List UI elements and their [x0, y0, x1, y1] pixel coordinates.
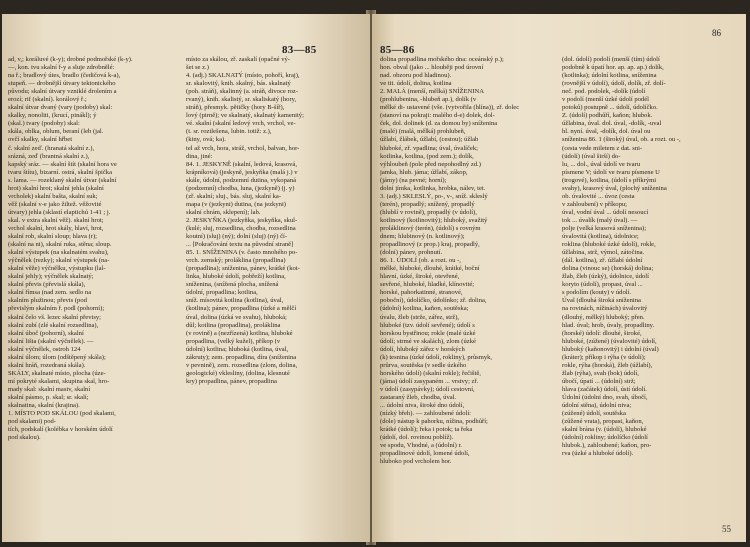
text-line: rva (úzké a hluboké údolí). — [562, 450, 634, 458]
text-line: kry) propadlina, pánev, propadlina — [186, 377, 277, 385]
text-line: ad, v,; koráluvé (k-y); drobné podmořské (k-y). — [8, 56, 133, 63]
text-line: skalnatina, skalní (krajina). — [8, 402, 80, 410]
text-line: dina, jiné: — [186, 152, 213, 160]
text-line: stráň), přesmyk. pětičky (hory B-šíř), — [186, 104, 285, 112]
text-line: (trogové), kotlina, (údolí s příkrými — [562, 176, 657, 184]
right-page-column-2 — [562, 56, 738, 458]
text-line: lový (pirně); ve skalnatý, skalnatý kamenitý; — [186, 112, 304, 120]
text-line: úžlabí, žlábek, úžlabí, (cestou); úžlab — [380, 136, 479, 144]
text-line: svahy), krasový úval, (plochý sníženina — [562, 184, 667, 192]
text-line: ovčí skalky, skalní hřbet — [8, 136, 73, 144]
text-line: skalní převis (převislá skála), — [8, 281, 86, 289]
text-line: (poh. stráň), skalinný (a. stráň, divoce roz- — [186, 88, 299, 96]
text-line: hluboký (kaňonovitý) i údolní (úval) — [562, 345, 659, 353]
text-line: žlab (rýha), svah (bok) údolí, — [562, 369, 639, 377]
text-line: tok ... úvalík (malý úval). — — [562, 216, 638, 224]
text-line: skalní jehly); výčnělek skalnatý; — [8, 273, 94, 281]
text-line: s podolím (kouty) v údolí. — [562, 289, 632, 297]
text-line: (údolí, dol. rovinou poblíž). — [380, 434, 454, 442]
text-line: mělké, hluboké, dlouhé, krátké, boční — [380, 265, 480, 273]
text-line: potoků) postupně ... údolí, údolíčko. — [562, 104, 658, 112]
text-line: úval, vodní úval ... údolí nesoucí — [562, 208, 649, 216]
text-line: (propadlina); sníženina, pánev, krátké (kot- — [186, 265, 300, 273]
text-line: hrot) skalní hrot; skalní jehla (skalní — [8, 184, 104, 192]
text-line: (podzemní) chodba, luna, (jezkyně) (j. y) — [186, 184, 295, 192]
text-line: důl; kotlina (propadlina), proláklina — [186, 321, 281, 329]
text-line: útvary) jehla (sklastí elaptichú 1-41 ; j. — [8, 208, 111, 216]
text-line: převislým skalním ř. podl (pohorní); — [8, 305, 105, 313]
text-line: hlavní, úzké, široké, otevřené, — [380, 273, 460, 281]
text-line: dolina propadlina mořského dna: oceánský p.); — [380, 56, 504, 63]
text-line: hlava (začátek) údolí, ústí údolí. — [562, 385, 647, 393]
text-line: mapa (v (jezkyni) dutina, (na jezkyni) — [186, 200, 286, 208]
text-line: hlubok.), zahloubené; kaňon, pro- — [562, 442, 652, 450]
text-line: ... údolní niva, široké dno údolí, — [380, 402, 465, 410]
text-line: úžlabina, strž, výmol, zátočina. — [562, 249, 645, 257]
text-line: kapský sráz. — skalní štít (skalní hora ve — [8, 160, 117, 168]
text-line: vrch. zemský; proláklina (propadlina) — [186, 257, 286, 265]
text-line: hlad. úval; hrob, úvaly, propadliny. — [562, 321, 655, 329]
text-line: (malé) (malá, mělká) prohlubeň, — [380, 128, 466, 136]
text-line: dnem; hlubinový (n. kotlinový); — [380, 233, 465, 241]
text-line: polje (velká krasová sníženina); — [562, 224, 647, 232]
text-line: úvalovitá (kotlina), údolnice; — [562, 233, 639, 241]
text-line: skalní čelo vš. lezec skalní převisy; — [8, 313, 102, 321]
text-line: v podolí (menší úzké údolí podél — [562, 96, 649, 104]
right-page-footer-number: 55 — [722, 524, 731, 534]
text-line: 4. (adj.) SKALNATÝ (místo, pohoří, kraj), — [186, 72, 300, 80]
text-line: tích, podskalí (kolébka v horském údolí — [8, 426, 113, 434]
text-line: ob. úvalovité ... úvoz (cesta — [562, 192, 635, 200]
text-line: v pevnině), zem. rozsedlina (zlom, dolina, — [186, 361, 298, 369]
text-line: na rovinách, nížinách) úvalovitý — [562, 305, 648, 313]
text-line: v zahloubení) v příkopu; — [562, 200, 628, 208]
text-line: skalní úlom; úlom (odštěpený skála); — [8, 353, 106, 361]
text-line: (stanoví na pokraji: malého d-e) dolek, dol- — [380, 112, 495, 120]
text-line: (hlubší v rovině), propadlý (v údolí), — [380, 208, 477, 216]
text-line: skalní věže) výčnělku, výstupku (lal- — [8, 265, 106, 273]
text-line: místo za skálou, zř. zaskalí (opačné vý- — [186, 56, 290, 63]
text-line: úžlabina, úval. dol. úval, -dolík, -uval — [562, 120, 662, 128]
text-line: (kotlinka); údolní kotlina, sníženina — [562, 72, 657, 80]
text-line: erozí; rif (skalní). korálový ř.; — [8, 96, 87, 104]
text-line: ve tit. údolí, dolina, kotlina — [380, 80, 452, 88]
text-line: krátké (údolí); řeka i potok; ta řeka — [380, 426, 473, 434]
text-line: věž (skalní v-e jako žiltež. věžovité — [8, 200, 102, 208]
text-line: sníž. mísovitá kotlina (kotlina), úval, — [186, 297, 284, 305]
text-line: hon. obval (jako ... hlouběji pod úrovní — [380, 64, 484, 72]
text-line: tvaru štítu), bizarní. ostrá, skalní špička — [8, 168, 113, 176]
text-line: mady skal: skalní masiv, skalní — [8, 385, 91, 393]
text-line: jamka, hlub. jáma; úžlabí, zákop, — [380, 168, 468, 176]
text-line: (horské) údolí: dlouhé, široké, — [562, 329, 642, 337]
text-line: Úval (dlouhá široká sníženina — [562, 297, 641, 305]
text-line: údolní stěna), údolní niva; — [562, 402, 632, 410]
text-line: (kráter); příkop i rýha (v údolí); — [562, 353, 646, 361]
text-line: SKÁLY, skalnaté místo, plocha (úze- — [8, 369, 106, 377]
text-line: skalní lišta (skalní výčnělek). — — [8, 337, 94, 345]
text-line: (dol. údolí) podolí (menší (tím) údolí — [562, 56, 660, 63]
text-line: skalní pásmo, p. skal; sr. skalí; — [8, 393, 89, 401]
text-line: koutní) (sluj) (ný); dolní (sluj) (ný) čí- — [186, 233, 288, 241]
text-line: výčnělek (rezky); skalní výstupek (na- — [8, 257, 110, 265]
text-line: zákruty); zem. propadlina, díra (sníženina — [186, 353, 297, 361]
text-line: geologické) vklesliny, (dolina, klesnuté — [186, 369, 290, 377]
text-line: (zř. skalní; sluj., bás. sluj, skalní ka- — [186, 192, 282, 200]
text-line: kotlinový (kotlinovitý); hluboký, svažitý — [380, 216, 488, 224]
text-line: 86. 1. ÚDOLÍ (ob. a rozt. ou -, — [380, 257, 461, 265]
text-line: (cesta vede miletem z dat. sni- — [562, 144, 643, 152]
text-line: (jáma) údolí zasypaném ... vrstvy; zř. — [380, 377, 479, 385]
text-line: (jámy) (na pevné; horní); — [380, 176, 447, 184]
text-line: skalky, nonoliti, (krucí, pinákl); ý — [8, 112, 97, 120]
text-line: hluboké (tzv. údolí sevřené); údolí s — [380, 321, 475, 329]
text-line: (dlouhý, mělký) hluboký; přen. — [562, 313, 645, 321]
text-line: pod skalou). — [8, 434, 41, 442]
text-line: nad. obzoru pod hladinou). — [380, 72, 452, 80]
text-line: údolí, hluboký zářez v horských — [380, 345, 465, 353]
text-line: (nízký břeh). — zahloubené údolí: — [380, 410, 472, 418]
text-line: skalní úboč (pohorní), skalní — [8, 329, 84, 337]
text-line: výhloubeň (pole před nepohodlný zd.) — [380, 160, 481, 168]
text-line: písmene V; údolí ve tvaru písmene U — [562, 168, 660, 176]
text-line: 3. (adj.) SKLESLÝ, po-, v-, sníž. skleslý — [380, 192, 488, 200]
text-line: horské, pahorkatinné, stranové, — [380, 289, 463, 297]
text-line: neč. pod. podolek, -dolík (údolí — [562, 88, 646, 96]
text-line: (kulé; sluj, rozsedlina, chodba, rozsedlina — [186, 224, 296, 232]
text-line: sr. skalovitý, knih. skalný, bás. skalnatý — [186, 80, 291, 88]
text-line: skalním plužinou; převis (pod — [8, 297, 87, 305]
text-line: hl. nyní. úval, -dolík, dol. úval ou — [562, 128, 651, 136]
text-line: skále, údolní, podzemní dutina, vykopaná — [186, 176, 297, 184]
text-line: rvaný), knih. skalistý, sr. skaliskatý (hory, — [186, 96, 297, 104]
text-line: (údolní) kotlina, kaňon, soutěska; — [380, 305, 469, 313]
text-line: 84. 1. JESKYNĚ (skalní, ledová, krasová, — [186, 160, 297, 168]
right-page — [372, 14, 746, 542]
text-line: horského údolí) (skalní rokle); řečiště, — [380, 369, 481, 377]
text-line: dolní jímka, kotlinka, hrobka, nálev, tet. — [380, 184, 486, 192]
text-line: (zůžené vrata), propast, kaňon, — [562, 418, 644, 426]
text-line: 2. MALÁ (menší, mělká) SNÍŽENINA — [380, 88, 485, 96]
text-line: koryto (údolí), propast, úval ... — [562, 281, 643, 289]
text-line: vé. skalní (skalní ledový vrch, vrchol, ve- — [186, 120, 296, 128]
text-line: skalní výstupek (na skalnatém svahu), — [8, 249, 109, 257]
text-line: skalní chrám, sklepení); lab. — [186, 208, 261, 216]
text-line: rokle, rýha (horská), žleb (úžlabí), — [562, 361, 653, 369]
text-line: (skalní na ni), skalní ruka, stěna; sloup. — [8, 241, 112, 249]
text-line: (dolní) pánev, prohnutí. — [380, 249, 443, 257]
left-page-header: 83—85 — [282, 44, 317, 56]
text-line: skalní zubí (zlé skalní rozsedlina), — [8, 321, 99, 329]
text-line: Údolní (údolní dno, svah, úbočí, — [562, 393, 648, 401]
text-line: srázná, zeď (brantná skalní z.), — [8, 152, 90, 160]
text-line: údolní) kotlina; hluboká (kotlina, úval, — [186, 345, 289, 353]
text-line: mí pokryté skalami, skupina skal, hro- — [8, 377, 110, 385]
text-line: zastaraný žleb, chodba, úval. — [380, 393, 457, 401]
text-line: vrcholek) skalní bašta, skalní suk; — [8, 192, 98, 200]
text-line: skalní římsa (nad zem. sedlo na — [8, 289, 92, 297]
text-line: (prohlubenina, -hlubeň ap.), dolík (v — [380, 96, 477, 104]
text-line: tel až vrch, hora, stráž, vrchol, balvan, hor- — [186, 144, 300, 152]
right-page-header: 85—86 — [380, 44, 415, 56]
text-line: mělké di- ustavené (vše. (vytvořila (hlína)), zř. dolec — [380, 104, 520, 112]
text-line: 1. MÍSTO POD SKÁLOU (pod skalami, — [8, 410, 116, 418]
text-line: hluboké, (zúžené) (úvalovité) údolí, — [562, 337, 657, 345]
text-line: skalní útvar dvaný (vary (podoby) skal: — [8, 104, 113, 112]
text-line: původu; skalní útvary vzniklé drolením a — [8, 88, 117, 96]
text-line: propadlina, (velký kužel), příkop (v — [186, 337, 281, 345]
text-line: žlab, žleb (úzký), údolnice, údolí — [562, 273, 649, 281]
text-line: skalní výčnělek, ostroh 124 — [8, 345, 81, 353]
right-page-column-1 — [380, 56, 552, 466]
text-line: (skal.) tvary (podoby) skal: — [8, 120, 80, 128]
text-line: na ř.; bradlový útes, bradlo (čedičová k-a), — [8, 72, 121, 80]
text-line: skalní hráň, rozedraná skála). — [8, 361, 86, 369]
text-line: s. lama. — rozeklaný skalní útvar (skalní — [8, 176, 117, 184]
text-line: stupeň. — drobnější útvary tektonického — [8, 80, 116, 88]
text-line: ček, dol. dolinek (d. za domou by) sníženina — [380, 120, 498, 128]
text-line: (kotlina); pánev, propadlina (úzké a mělčí — [186, 305, 297, 313]
text-line: sníženina, (snížená plocha, snížená — [186, 281, 279, 289]
left-page-column-1 — [8, 56, 178, 442]
text-line: lu, ... dol., úval údolí ve tvaru — [562, 160, 641, 168]
text-line: krápníková) (jeskyně, jeskyňka (malá j.) v — [186, 168, 298, 176]
text-line: (terén), propadlý; snížený, propadlý — [380, 200, 475, 208]
text-line: sníženina 86. 1 (široký) úval, ob. a rozt. ou -, — [562, 136, 681, 144]
text-line: propadlinový (z prop.) kraj, propadlý, — [380, 241, 480, 249]
text-line: —, kon. tvu skalní ř-y a sluje zdrobnělé: — [8, 64, 115, 72]
text-line: dolina (vinouc se) (horská) dolina; — [562, 265, 654, 273]
text-line: podobně k úpatí hor. ap. ap. ap.) dolík, — [562, 64, 664, 72]
text-line: (údolní) rokliny; údolíčko (údolí — [562, 434, 648, 442]
text-line: 85. 1. SNÍŽENINA (v. často mnohého po- — [186, 249, 298, 257]
text-line: (údolí) (úval širší) do- — [562, 152, 621, 160]
text-line: údolní, propadlina; kotlina, — [186, 289, 258, 297]
text-line: skála, oblka, oblum, beraní (leb (jal. — [8, 128, 104, 136]
text-line: skalní brána (v. (údolí), hluboké — [562, 426, 647, 434]
text-line: úval, dolina (úzká ve svahu), hluboká; — [186, 313, 287, 321]
text-line: horskou bystřinou; rokle (malé úzké — [380, 329, 476, 337]
text-line: úbočí, úpatí ... (údolní) strž; — [562, 377, 636, 385]
text-line: (t. sr. roztlešena, lubin. totiž: z.), — [186, 128, 272, 136]
text-line: skalní rob, skalní sloup; hlava (r); — [8, 233, 97, 241]
text-line: pod skalami) pod- — [8, 418, 56, 426]
text-line: (dál. kotlina), zř. úžlabí údolní — [562, 257, 643, 265]
text-line: úvalu, žleb (strže, zářez, strž), — [380, 313, 460, 321]
text-line: šet se z.) — [186, 64, 209, 72]
text-line: v údolí (zasypávky); údolí cestovní, — [380, 385, 475, 393]
text-line: skal. v extra skalní věž). skalní hrot; — [8, 216, 104, 224]
text-line: (kiny, ová; ka). — [186, 136, 226, 144]
text-line: poboční), údolíčko, údolínko; zř. dolina, — [380, 297, 487, 305]
text-line: sevřené, hluboké, hladké, klínovité; — [380, 281, 475, 289]
text-line: Z. (údolí) podhůří, kaňon; hlubok. — [562, 112, 653, 120]
text-line: ... [Pokračování textu na původní straně] — [186, 241, 294, 249]
text-line: linka, hluboké údolí, pobřeží) kotlina, — [186, 273, 286, 281]
text-line: propadlinové údolí, lomené údolí, — [380, 450, 470, 458]
right-page-corner-number: 86 — [712, 28, 721, 38]
text-line: 2. JESKYŇKA (jezkyňka, jeskyňka, skul- — [186, 216, 298, 224]
text-line: roklina (hluboké úzké údolí), rokle, — [562, 241, 656, 249]
left-page — [2, 14, 370, 542]
text-line: (zúžené) údolí, soutěska — [562, 410, 626, 418]
text-line: (v rovině) a (nezřízená) kotlina, hluboké — [186, 329, 293, 337]
text-line: vrchol skalní, hrot skály, hlaví, hrot, — [8, 224, 104, 232]
text-line: ve spodu, Vhodné, a (údolní) r. — [380, 442, 462, 450]
text-line: (k) tesnina (úzké údolí, rokliny), průsmyk, — [380, 353, 493, 361]
text-line: hluboko pod vrcholem hor. — [380, 458, 452, 466]
text-line: hluboké, zř. vpadlina; úval, úvalíček; — [380, 144, 478, 152]
text-line: kotlinka, kotlina, (pod zem.); dolík, — [380, 152, 474, 160]
text-line: (rovnější v údolí), údolí, dolík, zř. dolí- — [562, 80, 666, 88]
text-line: č. skalní zeď. (hranatá skalní z.), — [8, 144, 95, 152]
text-line: údolí; strmé ve skalách), zlom (úzké — [380, 337, 476, 345]
text-line: průrva, soutěska (v sedle úzkého — [380, 361, 467, 369]
text-line: (dole) nástup k pahorku, nížina, podhůří; — [380, 418, 488, 426]
left-page-column-2 — [186, 56, 362, 386]
text-line: proláklinový (terén), (údolí) s rovným — [380, 224, 481, 232]
